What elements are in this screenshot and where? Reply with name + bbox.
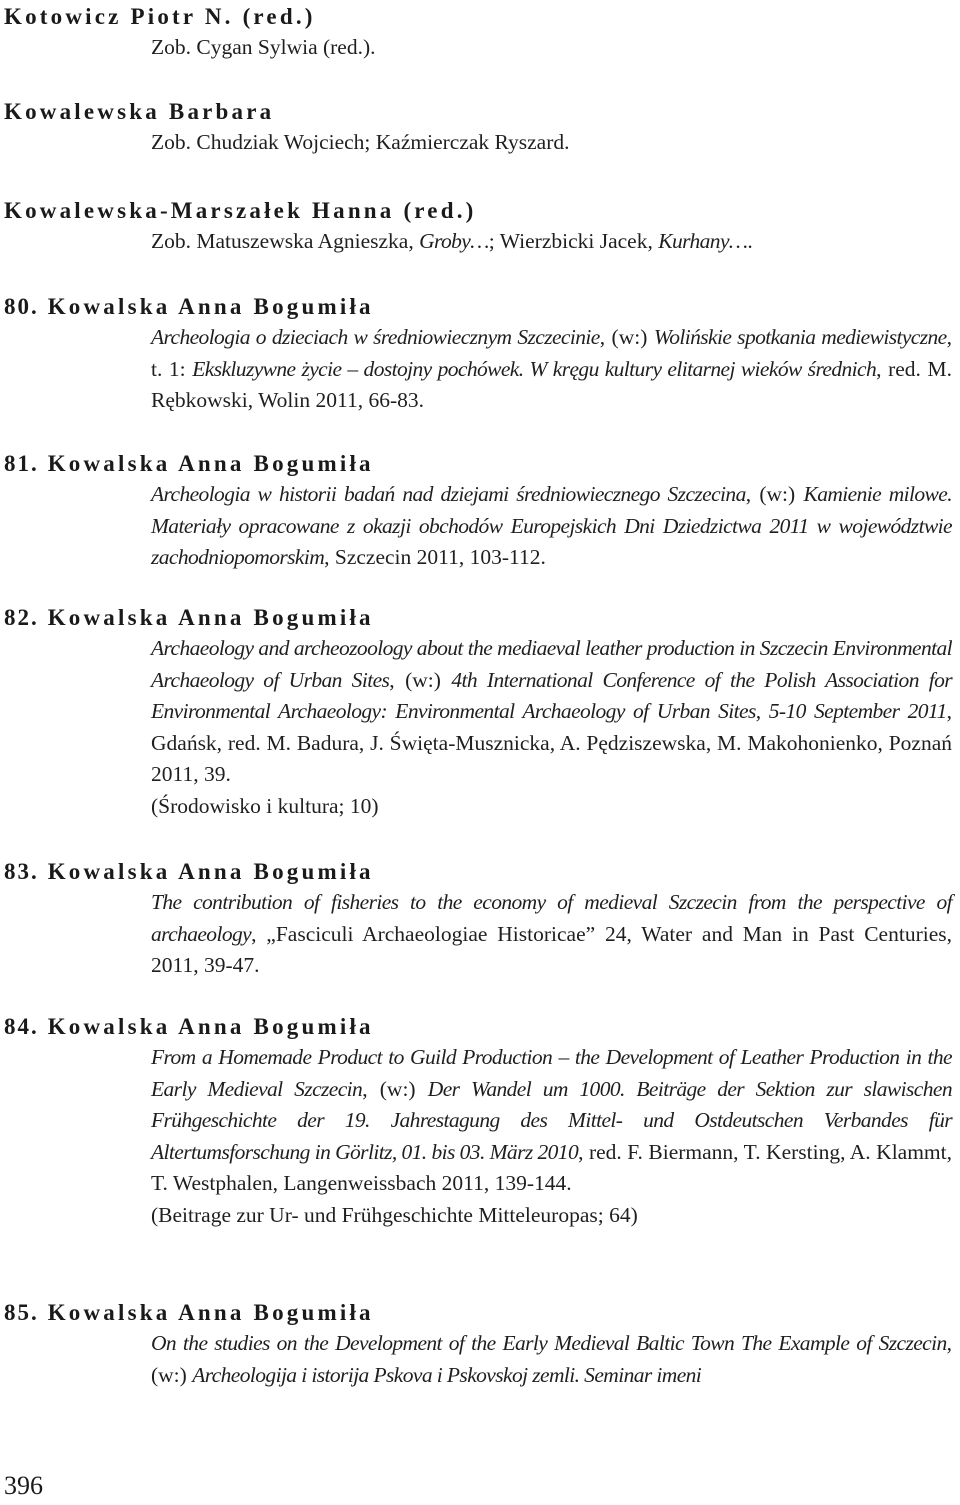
entry-author: Kotowicz Piotr N. (red.) xyxy=(4,4,316,29)
bibliography-entry xyxy=(0,1298,960,1391)
citation-title: Archeologija i istorija Pskova i Pskovskoj zemli. Seminar imeni xyxy=(192,1362,702,1387)
citation-title: 4th International Conference of the Polish Association for Environmental Archaeology: Environmental Archaeology of Urban Sites, 5-10 September 2011 xyxy=(151,667,952,723)
citation-title: Ekskluzywne życie – dostojny pochówek. W kręgu kultury elitarnej wieków średnich xyxy=(192,356,877,381)
entry-citation xyxy=(0,322,960,417)
entry-number: 80. xyxy=(4,294,39,319)
citation-title: On the studies on the Development of the Early Medieval Baltic Town The Example of Szczecin xyxy=(151,1331,947,1355)
entry-author: Kowalska Anna Bogumiła xyxy=(47,605,374,630)
citation-detail: , (w:) xyxy=(362,1076,428,1101)
citation-detail: , t. 1: xyxy=(151,325,952,381)
series-note: (Beitrage zur Ur- und Frühgeschichte Mitteleuropas; 64) xyxy=(151,1202,638,1227)
entry-number: 82. xyxy=(4,605,39,630)
entry-heading xyxy=(0,196,960,226)
entry-author: Kowalewska Barbara xyxy=(4,99,275,124)
citation-detail: , (w:) xyxy=(599,325,654,349)
page-number: 396 xyxy=(4,1471,43,1500)
citation-title: The contribution of fisheries to the economy of medieval Szczecin from the perspective of archaeology xyxy=(151,890,952,946)
entry-citation xyxy=(0,1042,960,1231)
entry-citation xyxy=(0,479,960,574)
citation-text xyxy=(151,633,952,791)
entry-author: Kowalska Anna Bogumiła xyxy=(47,859,374,884)
entry-author: Kowalewska-Marszałek Hanna (red.) xyxy=(4,198,477,223)
entry-author: Kowalska Anna Bogumiła xyxy=(47,294,374,319)
citation-detail: , red. M. Rębkowski, Wolin 2011, 66-83. xyxy=(151,356,952,412)
bibliography-entry xyxy=(0,196,960,258)
entry-number: 83. xyxy=(4,859,39,884)
entry-number: 85. xyxy=(4,1300,39,1325)
bibliography-entry xyxy=(0,97,960,159)
citation-line: Zob. Cygan Sylwia (red.). xyxy=(151,35,376,59)
entry-citation xyxy=(0,127,960,159)
citation-detail: , red. F. Biermann, T. Kersting, A. Klammt, T. Westphalen, Langenweissbach 2011, 139-144. xyxy=(151,1139,953,1195)
entry-number: 81. xyxy=(4,451,39,476)
citation-detail: . xyxy=(747,229,753,253)
entry-heading xyxy=(0,603,960,633)
citation-title: From a Homemade Product to Guild Production – the Development of Leather Production in the Early Medieval Szczecin xyxy=(151,1045,952,1101)
bibliography-entry xyxy=(0,2,960,64)
citation-title: Kurhany… xyxy=(658,229,748,253)
citation-title: Kamienie milowe. Materiały opracowane z okazji obchodów Europejskich Dni Dziedzictwa 2011 w województwie zachodniopomorskim xyxy=(151,482,952,569)
entry-heading xyxy=(0,857,960,887)
citation-text xyxy=(151,1328,952,1391)
citation-detail: , (w:) xyxy=(151,1331,952,1387)
entry-heading xyxy=(0,1012,960,1042)
citation-text xyxy=(151,226,952,258)
entry-author: Kowalska Anna Bogumiła xyxy=(47,1014,374,1039)
entry-heading xyxy=(0,2,960,32)
bibliography-entry xyxy=(0,292,960,417)
citation-line: Zob. Chudziak Wojciech; Kaźmierczak Ryszard. xyxy=(151,130,570,154)
citation-title: Wolińskie spotkania mediewistyczne xyxy=(653,325,947,349)
entry-heading xyxy=(0,1298,960,1328)
citation-title: Der Wandel um 1000. Beiträge der Sektion zur slawischen Frühgeschichte der 19. Jahrestagung des Mittel- und Ostdeutschen Verbandes für Altertumsforschung in Görlitz, 01. bis 03. März 2010 xyxy=(151,1076,952,1164)
bibliography-entry xyxy=(0,857,960,982)
entry-citation xyxy=(0,226,960,258)
citation-detail: , „Fasciculi Archaeologiae Historicae” 24, Water and Man in Past Centuries, 2011, 39-47. xyxy=(151,921,952,977)
entry-author: Kowalska Anna Bogumiła xyxy=(47,451,374,476)
entry-number: 84. xyxy=(4,1014,39,1039)
entry-citation xyxy=(0,887,960,982)
citation-title: Archeologia w historii badań nad dziejami średniowiecznego Szczecina xyxy=(151,482,746,506)
citation-detail: Zob. Matuszewska Agnieszka, xyxy=(151,229,420,253)
bibliography-entry xyxy=(0,603,960,822)
citation-detail: , (w:) xyxy=(745,482,804,506)
citation-text xyxy=(151,1042,952,1200)
bibliography-entry xyxy=(0,449,960,574)
citation-text xyxy=(151,479,952,574)
citation-text xyxy=(151,887,952,982)
entry-author: Kowalska Anna Bogumiła xyxy=(47,1300,374,1325)
bibliography-entry xyxy=(0,1012,960,1231)
entry-citation xyxy=(0,633,960,822)
entry-heading xyxy=(0,292,960,322)
citation-detail: , (w:) xyxy=(389,667,452,692)
entry-citation xyxy=(0,32,960,64)
citation-title: Groby… xyxy=(419,229,489,253)
entry-heading xyxy=(0,449,960,479)
citation-title: Archeologia o dzieciach w średniowiecznym Szczecinie xyxy=(151,325,600,349)
citation-detail: , Gdańsk, red. M. Badura, J. Święta-Musznicka, A. Pędziszewska, M. Makohonienko, Poznań 2011, 39. xyxy=(151,699,952,786)
citation-detail: , Szczecin 2011, 103-112. xyxy=(324,545,546,569)
citation-detail: ; Wierzbicki Jacek, xyxy=(488,229,659,253)
citation-text xyxy=(151,322,952,417)
entry-citation xyxy=(0,1328,960,1391)
citation-title: Archaeology and archeozoology about the mediaeval leather production in Szczecin Environmental Archaeology of Urban Sites xyxy=(151,636,952,692)
entry-heading xyxy=(0,97,960,127)
series-note: (Środowisko i kultura; 10) xyxy=(151,793,379,818)
